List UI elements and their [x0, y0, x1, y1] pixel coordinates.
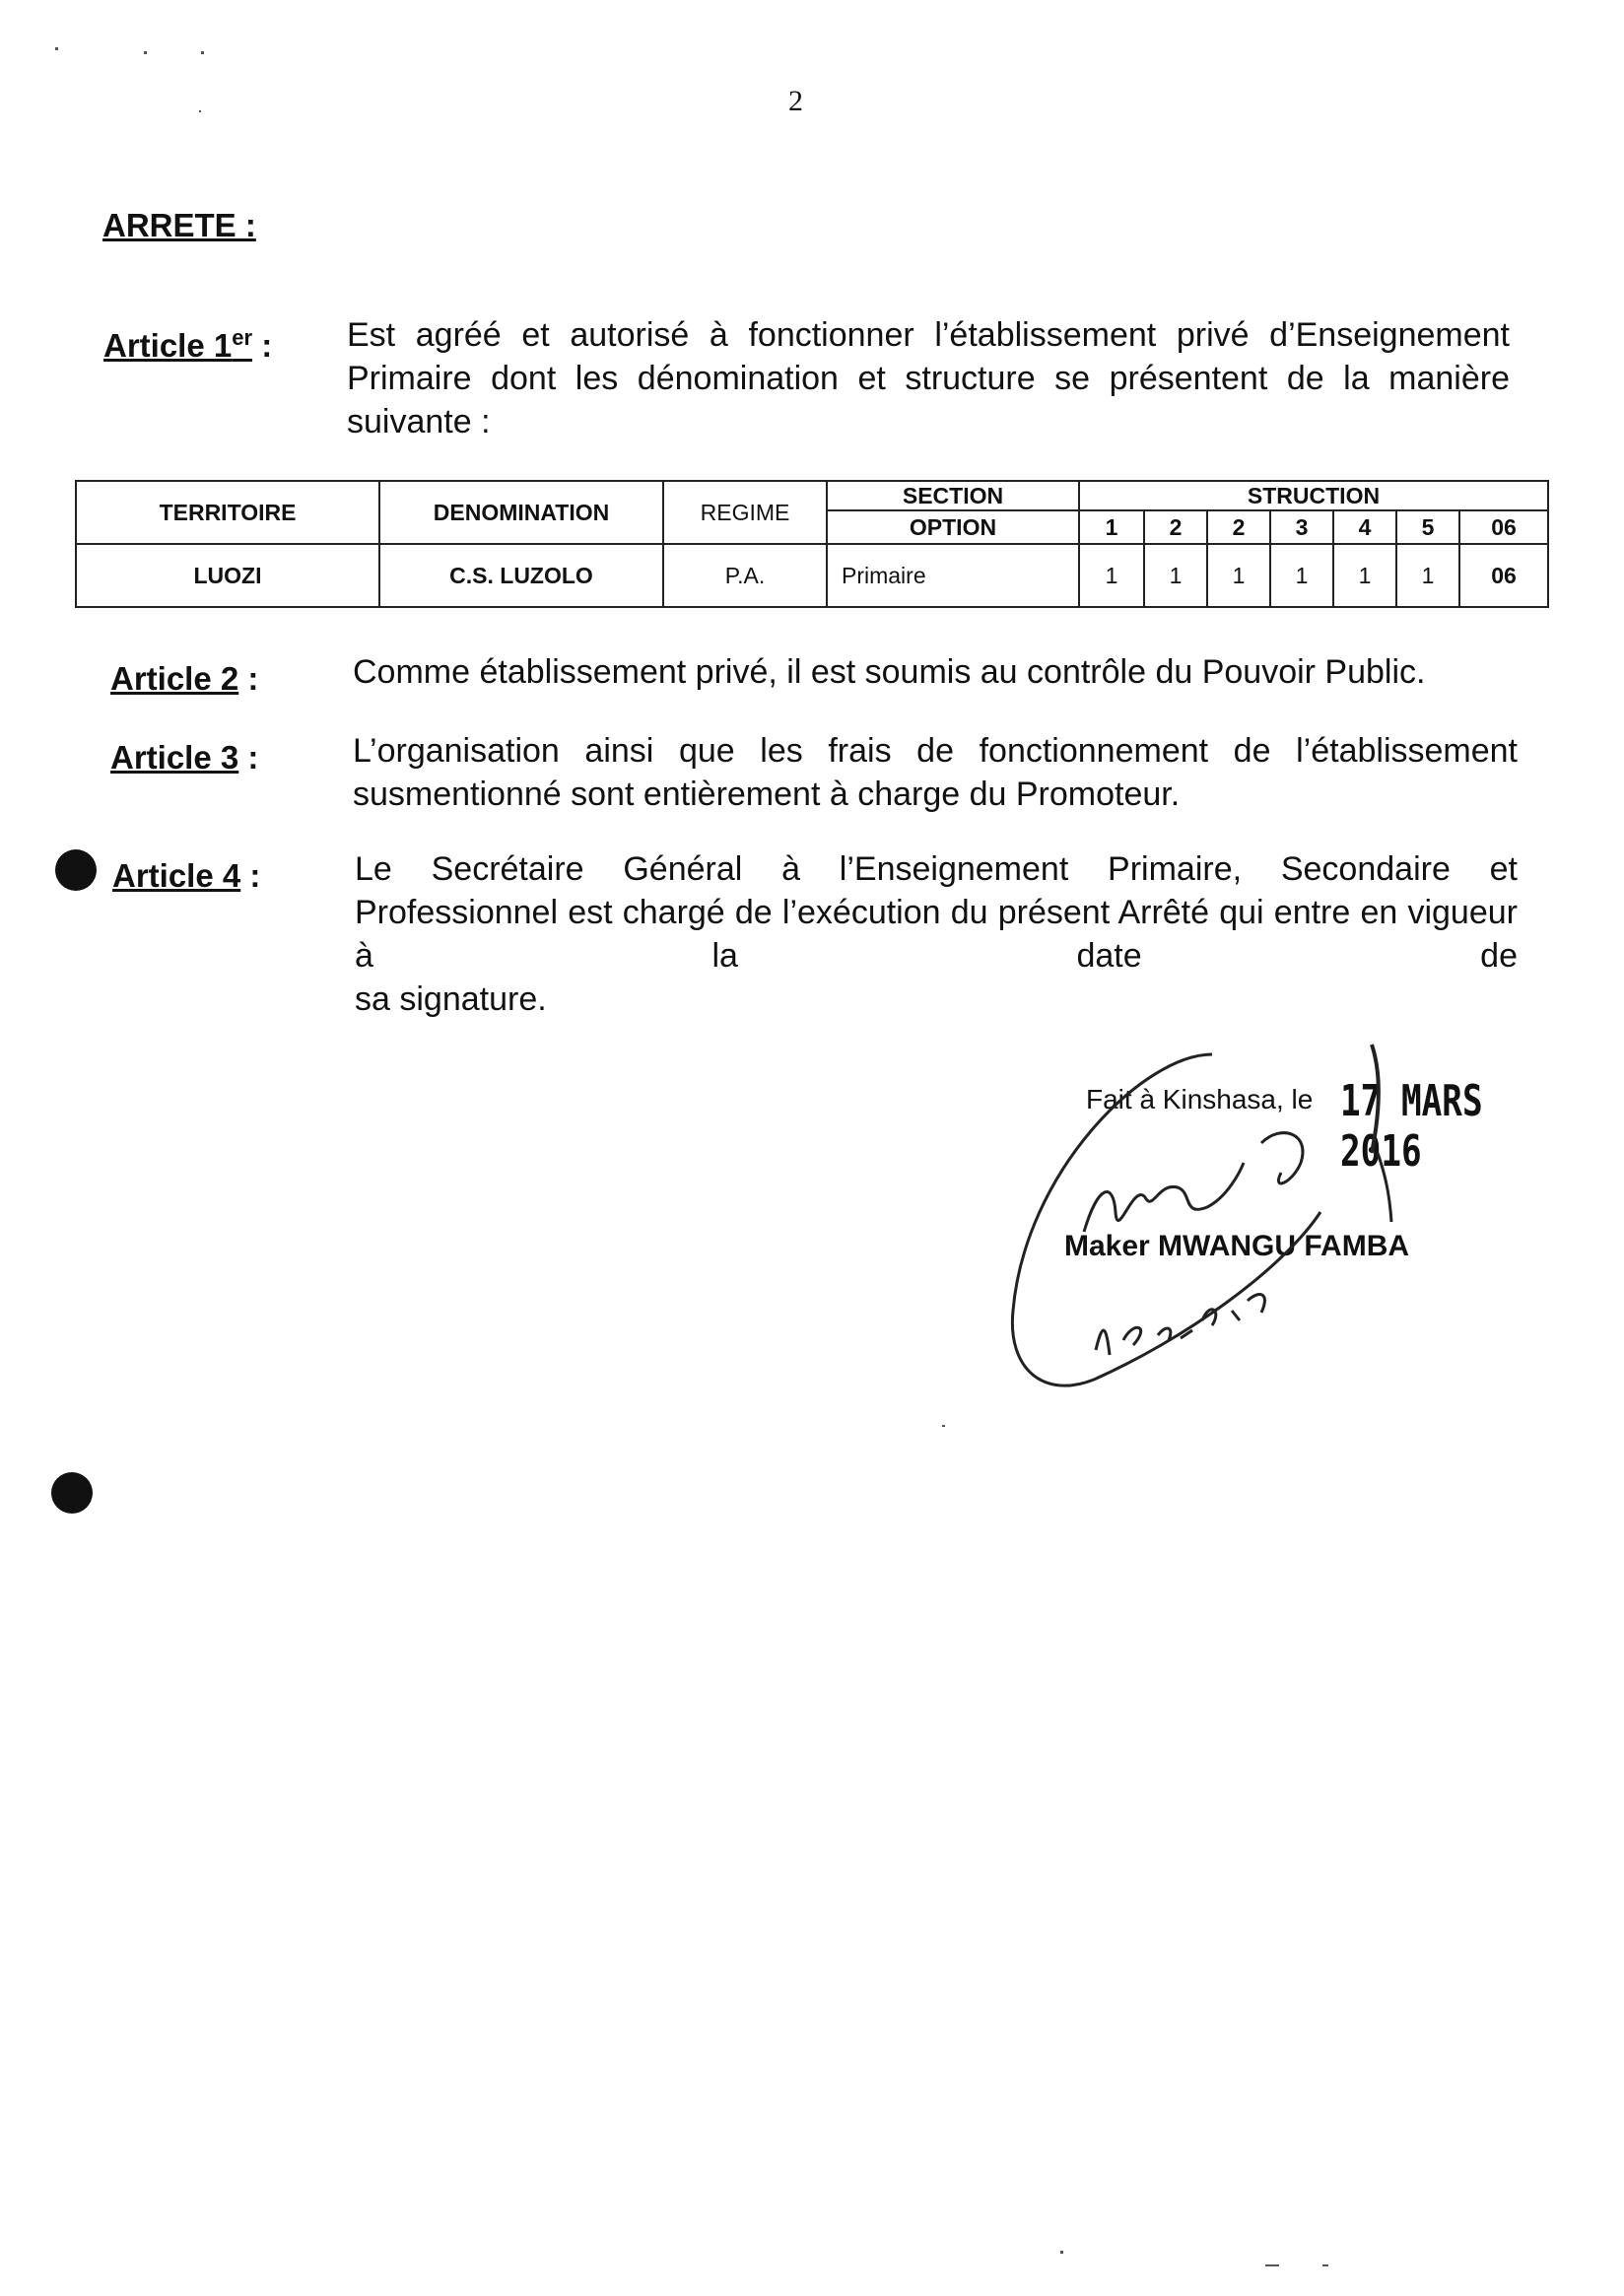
structure-col-header: 2	[1144, 510, 1207, 544]
scan-speck	[199, 110, 201, 112]
punch-hole-bottom	[51, 1472, 93, 1514]
article-4-label: Article 4 :	[112, 857, 261, 894]
structure-col-header: 06	[1459, 510, 1548, 544]
scan-speck	[55, 47, 58, 50]
punch-hole-top	[55, 849, 97, 891]
structure-col-header: 2	[1207, 510, 1270, 544]
cell-structure-value: 1	[1396, 544, 1459, 607]
cell-structure-value: 1	[1333, 544, 1396, 607]
cell-structure-value: 1	[1144, 544, 1207, 607]
article-4-line-1: Le Secrétaire Général à l’Enseignement Primaire, Secondaire et Professionnel	[355, 850, 1518, 931]
header-territoire: TERRITOIRE	[76, 481, 379, 544]
date-stamp: 17 MARS 2016	[1340, 1076, 1483, 1177]
cell-structure-value: 1	[1207, 544, 1270, 607]
header-section: SECTION	[827, 481, 1079, 510]
cell-denomination: C.S. LUZOLO	[379, 544, 663, 607]
article-4-text	[355, 847, 1518, 1021]
article-4-line-2: est chargé de l’exécution du présent Arrêté qui entre en vigueur à la date de	[355, 894, 1518, 975]
signatory-name: Maker MWANGU FAMBA	[1064, 1230, 1410, 1262]
article-3-text	[353, 729, 1518, 816]
header-denomination: DENOMINATION	[379, 481, 663, 544]
scan-speck	[1060, 2251, 1063, 2254]
cell-structure-value: 1	[1079, 544, 1144, 607]
article-1-label: Article 1er :	[103, 325, 273, 364]
cell-option: Primaire	[827, 544, 1079, 607]
article-1-line-3: suivante :	[347, 403, 491, 440]
scan-speck	[1265, 2264, 1279, 2266]
scan-speck	[1322, 2264, 1328, 2266]
article-1-line-1: Est agréé et autorisé à fonctionner l’établissement privé d’Enseignement	[347, 316, 1510, 354]
page-number: 2	[788, 85, 803, 117]
header-option: OPTION	[827, 510, 1079, 544]
article-2-line-1: Comme établissement privé, il est soumis au contrôle du Pouvoir Public.	[353, 653, 1426, 691]
table-row	[76, 544, 1548, 607]
handwritten-date	[985, 1025, 986, 1026]
structure-col-header: 3	[1270, 510, 1333, 544]
scan-speck	[942, 1425, 945, 1427]
cell-territoire: LUOZI	[76, 544, 379, 607]
article-1-text	[347, 313, 1510, 443]
scan-speck	[144, 51, 147, 54]
article-2-label: Article 2 :	[110, 660, 259, 697]
scan-speck	[201, 51, 204, 54]
article-3-label: Article 3 :	[110, 739, 259, 776]
article-3-line-1: L’organisation ainsi que les frais de fonctionnement de l’établissement	[353, 732, 1518, 770]
article-2-text	[353, 650, 1516, 694]
structure-col-header: 1	[1079, 510, 1144, 544]
place-text: Fait à Kinshasa, le	[1086, 1084, 1314, 1114]
signature-drawing	[985, 1025, 1458, 1419]
structure-col-header: 4	[1333, 510, 1396, 544]
header-regime: REGIME	[663, 481, 827, 544]
article-1-line-2: Primaire dont les dénomination et structure se présentent de la manière	[347, 360, 1510, 397]
header-structure: STRUCTION	[1079, 481, 1548, 510]
article-4-line-3: sa signature.	[355, 980, 547, 1018]
structure-table	[75, 480, 1549, 608]
cell-structure-value: 1	[1270, 544, 1333, 607]
article-3-line-2: susmentionné sont entièrement à charge du Promoteur.	[353, 776, 1181, 813]
cell-regime: P.A.	[663, 544, 827, 607]
cell-structure-value: 06	[1459, 544, 1548, 607]
structure-col-header: 5	[1396, 510, 1459, 544]
document-heading: ARRETE :	[102, 207, 256, 243]
